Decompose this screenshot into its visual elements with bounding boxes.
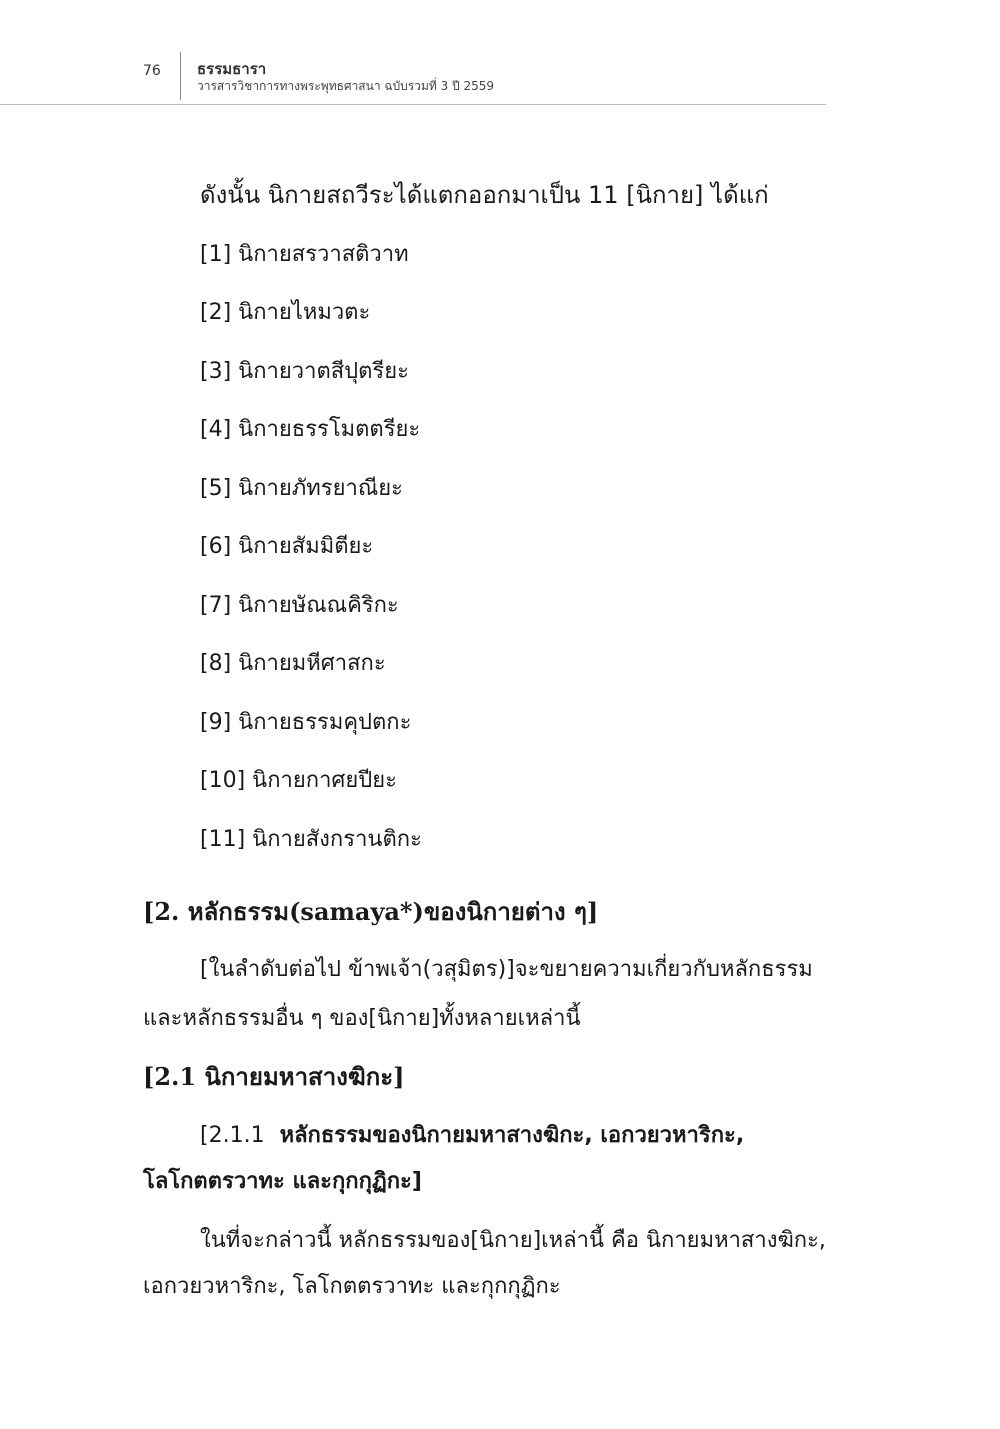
- subsubsection-title: หลักธรรมของนิกายมหาสางฆิกะ, เอกวยวหาริกะ,: [279, 1123, 745, 1148]
- list-item: [5] นิกายภัทรยาณียะ: [200, 476, 403, 501]
- subsection-heading: [2.1 นิกายมหาสางฆิกะ]: [143, 1062, 405, 1091]
- paragraph-line: ในที่จะกล่าวนี้ หลักธรรมของ[นิกาย]เหล่านี้ คือ นิกายมหาสางฆิกะ,: [200, 1228, 826, 1253]
- page-header: [0, 0, 1000, 110]
- list-item: [3] นิกายวาตสีปุตรียะ: [200, 359, 409, 384]
- section-heading: [2. หลักธรรม(samaya*)ของนิกายต่าง ๆ]: [143, 897, 599, 926]
- journal-subtitle: วารสารวิชาการทางพระพุทธศาสนา ฉบับรวมที่ 3 ปี 2559: [197, 79, 495, 93]
- list-item: [10] นิกายกาศยปียะ: [200, 768, 397, 793]
- paragraph-line: และหลักธรรมอื่น ๆ ของ[นิกาย]ทั้งหลายเหล่านี้: [143, 1006, 581, 1031]
- paragraph-line: เอกวยวหาริกะ, โลโกตตรวาทะ และกุกกุฏิกะ: [143, 1274, 561, 1299]
- list-item: [7] นิกายษัณณคิริกะ: [200, 593, 399, 618]
- journal-title: ธรรมธารา: [197, 60, 267, 78]
- list-item: [4] นิกายธรรโมตตรียะ: [200, 417, 421, 442]
- subsubsection-number: [2.1.1: [200, 1123, 265, 1148]
- page-number: 76: [143, 63, 161, 79]
- list-item: [9] นิกายธรรมคุปตกะ: [200, 710, 412, 735]
- header-divider: [180, 52, 181, 100]
- list-item: [6] นิกายสัมมิตียะ: [200, 534, 374, 559]
- paragraph-line: [ในลำดับต่อไป ข้าพเจ้า(วสุมิตร)]จะขยายความเกี่ยวกับหลักธรรม: [200, 957, 813, 982]
- subsubsection-heading: [200, 1121, 744, 1151]
- intro-paragraph: ดังนั้น นิกายสถวีระได้แตกออกมาเป็น 11 [นิกาย] ได้แก่: [200, 181, 769, 209]
- header-rule: [0, 104, 826, 105]
- list-item: [8] นิกายมหีศาสกะ: [200, 651, 386, 676]
- subsubsection-title-cont: โลโกตตรวาทะ และกุกกุฏิกะ]: [143, 1169, 422, 1194]
- list-item: [11] นิกายสังกรานติกะ: [200, 827, 422, 852]
- list-item: [1] นิกายสรวาสติวาท: [200, 242, 409, 267]
- list-item: [2] นิกายไหมวตะ: [200, 300, 371, 325]
